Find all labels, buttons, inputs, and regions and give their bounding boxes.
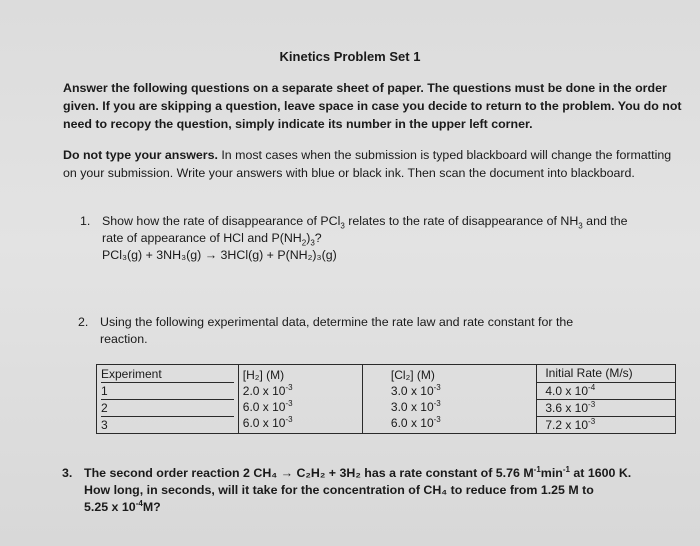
cl2-column <box>362 365 536 434</box>
question-1: 1. Show how the rate of disappearance of PCl$_3$ relates to the rate of disappearance of $NH_3$ and the rate of appearance of HCl and $P(NH_2)_3$? PCl₃(g) + 3NH₃(g) → 3HCl(g) + P(NH₂)₃(g) <box>80 213 680 264</box>
question-number: 3. <box>62 466 73 480</box>
question-3: 3. The second order reaction 2 CH₄ → C₂H₂ + 3H₂ has a rate constant of 5.76 $M^{-1}\min^{-1}$ at 1600 K. How long, in seconds, will it take for the concentration of CH₄ to reduce from 1.25 M to 5.25 x $10^{-4}M$? <box>62 464 632 514</box>
header-h2: [H₂] (M) <box>242 368 285 382</box>
rate-column <box>537 365 676 434</box>
h2-value: 6.0 x $10^{-3}$ <box>242 399 293 414</box>
instructions-emphasis: Do not type your answers. <box>63 148 218 162</box>
question-2: 2. Using the following experimental data, determine the rate law and rate constant for the reaction. <box>78 315 574 346</box>
experiment-id: 2 <box>101 399 234 416</box>
cl2-value: 3.0 x $10^{-3}$ <box>390 383 441 398</box>
rate-value: 3.6 x $10^{-3}$ <box>537 400 675 417</box>
experimental-data-table <box>96 364 676 434</box>
rate-value: 4.0 x $10^{-4}$ <box>537 383 675 400</box>
reaction-equation: PCl₃(g) + 3NH₃(g) → 3HCl(g) + P(NH₂)₃(g) <box>102 248 337 262</box>
h2-column <box>238 365 362 434</box>
cl2-value: 3.0 x $10^{-3}$ <box>390 399 441 414</box>
header-experiment: Experiment <box>101 366 162 381</box>
page-title: Kinetics Problem Set 1 <box>279 49 421 64</box>
header-rate: Initial Rate (M/s) <box>537 365 675 383</box>
header-cl2: [Cl₂] (M) <box>390 368 435 382</box>
instructions-paragraph-2 <box>63 146 683 182</box>
experiment-id: 3 <box>101 416 234 433</box>
rate-value: 7.2 x $10^{-3}$ <box>545 417 596 432</box>
experiment-column <box>97 365 239 434</box>
h2-value: 6.0 x $10^{-3}$ <box>242 415 293 430</box>
cl2-value: 6.0 x $10^{-3}$ <box>390 415 441 430</box>
instructions-paragraph-1: Answer the following questions on a separate sheet of paper. The questions must be done in the order given. If you are skipping a question, leave space in case you decide to return to the problem. You do not need to recopy the question, simply indicate its number in the upper left corner. <box>63 81 682 131</box>
question-number: 1. <box>80 214 91 228</box>
h2-value: 2.0 x $10^{-3}$ <box>242 383 293 398</box>
experiment-id: 1 <box>101 382 234 399</box>
instructions-rest: In most cases when the submission is typed blackboard will change the formatting on your submission. Write your answers with blue or black ink. Then scan the document into blackboard. <box>63 148 672 180</box>
question-number: 2. <box>78 315 89 329</box>
